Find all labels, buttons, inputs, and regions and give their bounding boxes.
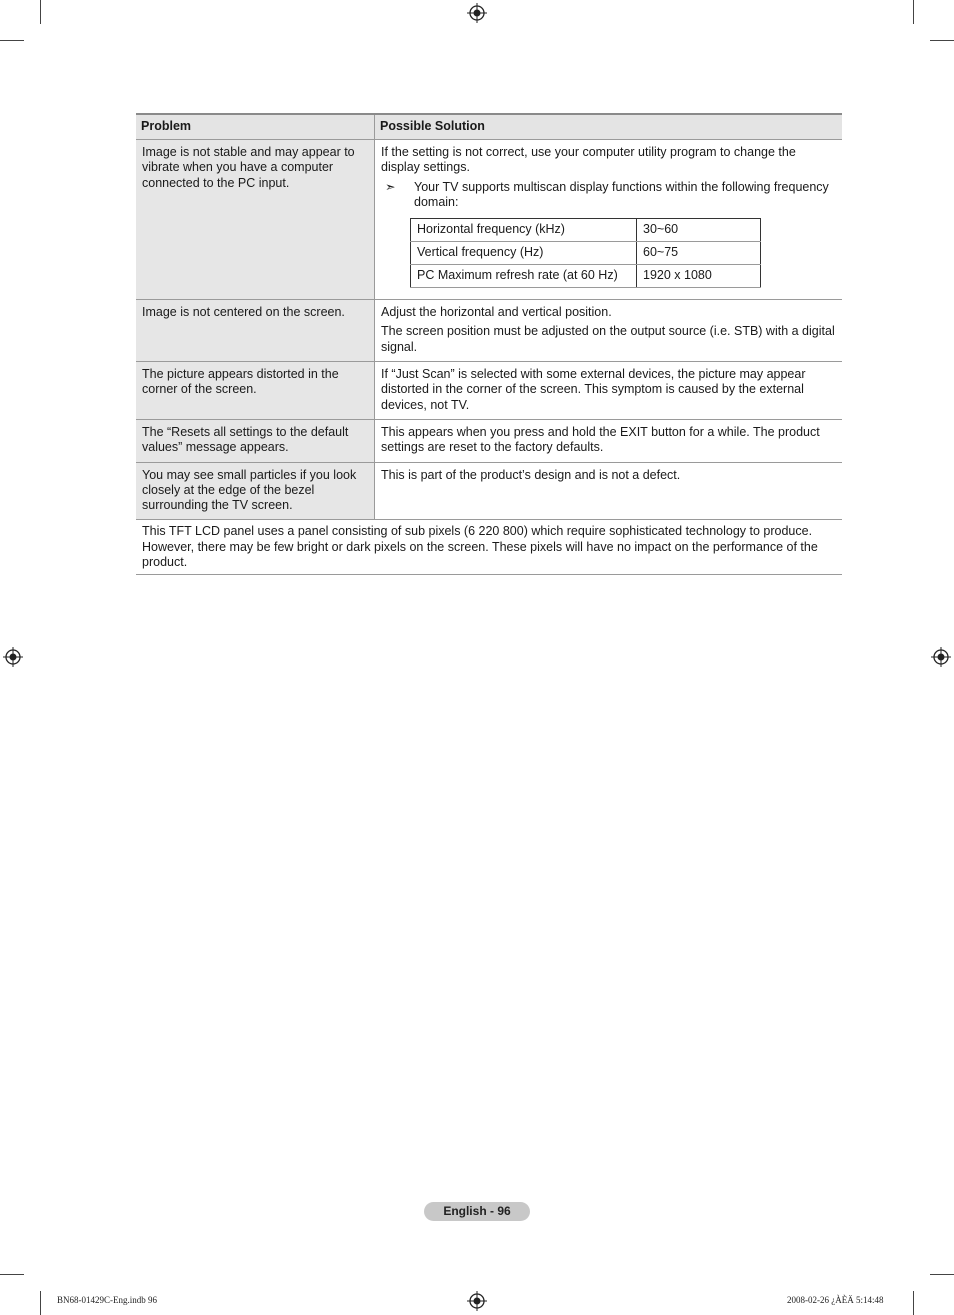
frequency-label: PC Maximum refresh rate (at 60 Hz) — [411, 265, 637, 288]
frequency-row — [411, 265, 761, 288]
registration-mark-icon — [931, 647, 951, 667]
problem-cell: You may see small particles if you look closely at the edge of the bezel surrounding the TV screen. — [136, 462, 375, 520]
trim-mark — [913, 1291, 914, 1315]
table-row — [136, 362, 842, 420]
problem-cell: Image is not centered on the screen. — [136, 300, 375, 362]
print-slug-right: 2008-02-26 ¿ÀÈÄ 5:14:48 — [787, 1295, 884, 1305]
frequency-row — [411, 242, 761, 265]
trim-mark — [40, 1291, 41, 1315]
trim-mark — [913, 0, 914, 24]
frequency-row — [411, 219, 761, 242]
registration-mark-icon — [3, 647, 23, 667]
bullet-text: Your TV supports multiscan display functions within the following frequency domain: — [414, 179, 829, 209]
solution-column-header: Possible Solution — [375, 114, 843, 140]
page-number-badge: English - 96 — [424, 1202, 530, 1221]
frequency-label: Horizontal frequency (kHz) — [411, 219, 637, 242]
solution-text: Adjust the horizontal and vertical position. — [381, 305, 612, 320]
solution-cell — [375, 419, 843, 462]
frequency-value: 30~60 — [637, 219, 761, 242]
table-row — [136, 419, 842, 462]
solution-cell — [375, 140, 843, 300]
trim-mark — [40, 0, 41, 24]
trim-mark — [930, 40, 954, 41]
table-row — [136, 462, 842, 520]
panel-note: This TFT LCD panel uses a panel consisting of sub pixels (6 220 800) which require sophisticated technology to produce. However, there may be few bright or dark pixels on the screen. These pixels will have no impact on the performance of the product. — [136, 520, 842, 575]
solution-cell — [375, 300, 843, 362]
solution-text: If the setting is not correct, use your computer utility program to change the display settings. — [381, 145, 796, 175]
table-row — [136, 140, 842, 300]
table-row — [136, 300, 842, 362]
solution-text: This is part of the product’s design and is not a defect. — [381, 467, 681, 482]
trim-mark — [0, 1274, 24, 1275]
trim-mark — [930, 1274, 954, 1275]
solution-text: The screen position must be adjusted on the output source (i.e. STB) with a digital signal. — [381, 324, 835, 354]
registration-mark-icon — [467, 3, 487, 23]
table-header-row — [136, 114, 842, 140]
frequency-label: Vertical frequency (Hz) — [411, 242, 637, 265]
solution-text: If “Just Scan” is selected with some external devices, the picture may appear distorted in the corner of the screen. This symptom is caused by the external devices, not TV. — [381, 367, 806, 412]
solution-text: This appears when you press and hold the EXIT button for a while. The product settings are reset to the factory defaults. — [381, 424, 820, 455]
print-slug-left: BN68-01429C-Eng.indb 96 — [57, 1295, 157, 1305]
frequency-value: 1920 x 1080 — [637, 265, 761, 288]
solution-cell — [375, 462, 843, 520]
registration-mark-icon — [467, 1291, 487, 1311]
note-bullet — [381, 180, 836, 211]
trim-mark — [0, 40, 24, 41]
problem-column-header: Problem — [136, 114, 375, 140]
solution-cell — [375, 362, 843, 420]
table-note-row — [136, 520, 842, 575]
problem-cell: The “Resets all settings to the default values” message appears. — [136, 419, 375, 462]
frequency-table — [410, 218, 761, 288]
problem-cell: The picture appears distorted in the corner of the screen. — [136, 362, 375, 420]
problem-cell: Image is not stable and may appear to vibrate when you have a computer connected to the PC input. — [136, 140, 375, 300]
troubleshooting-table — [136, 113, 842, 575]
frequency-value: 60~75 — [637, 242, 761, 265]
arrow-bullet-icon: ➣ — [385, 179, 396, 194]
